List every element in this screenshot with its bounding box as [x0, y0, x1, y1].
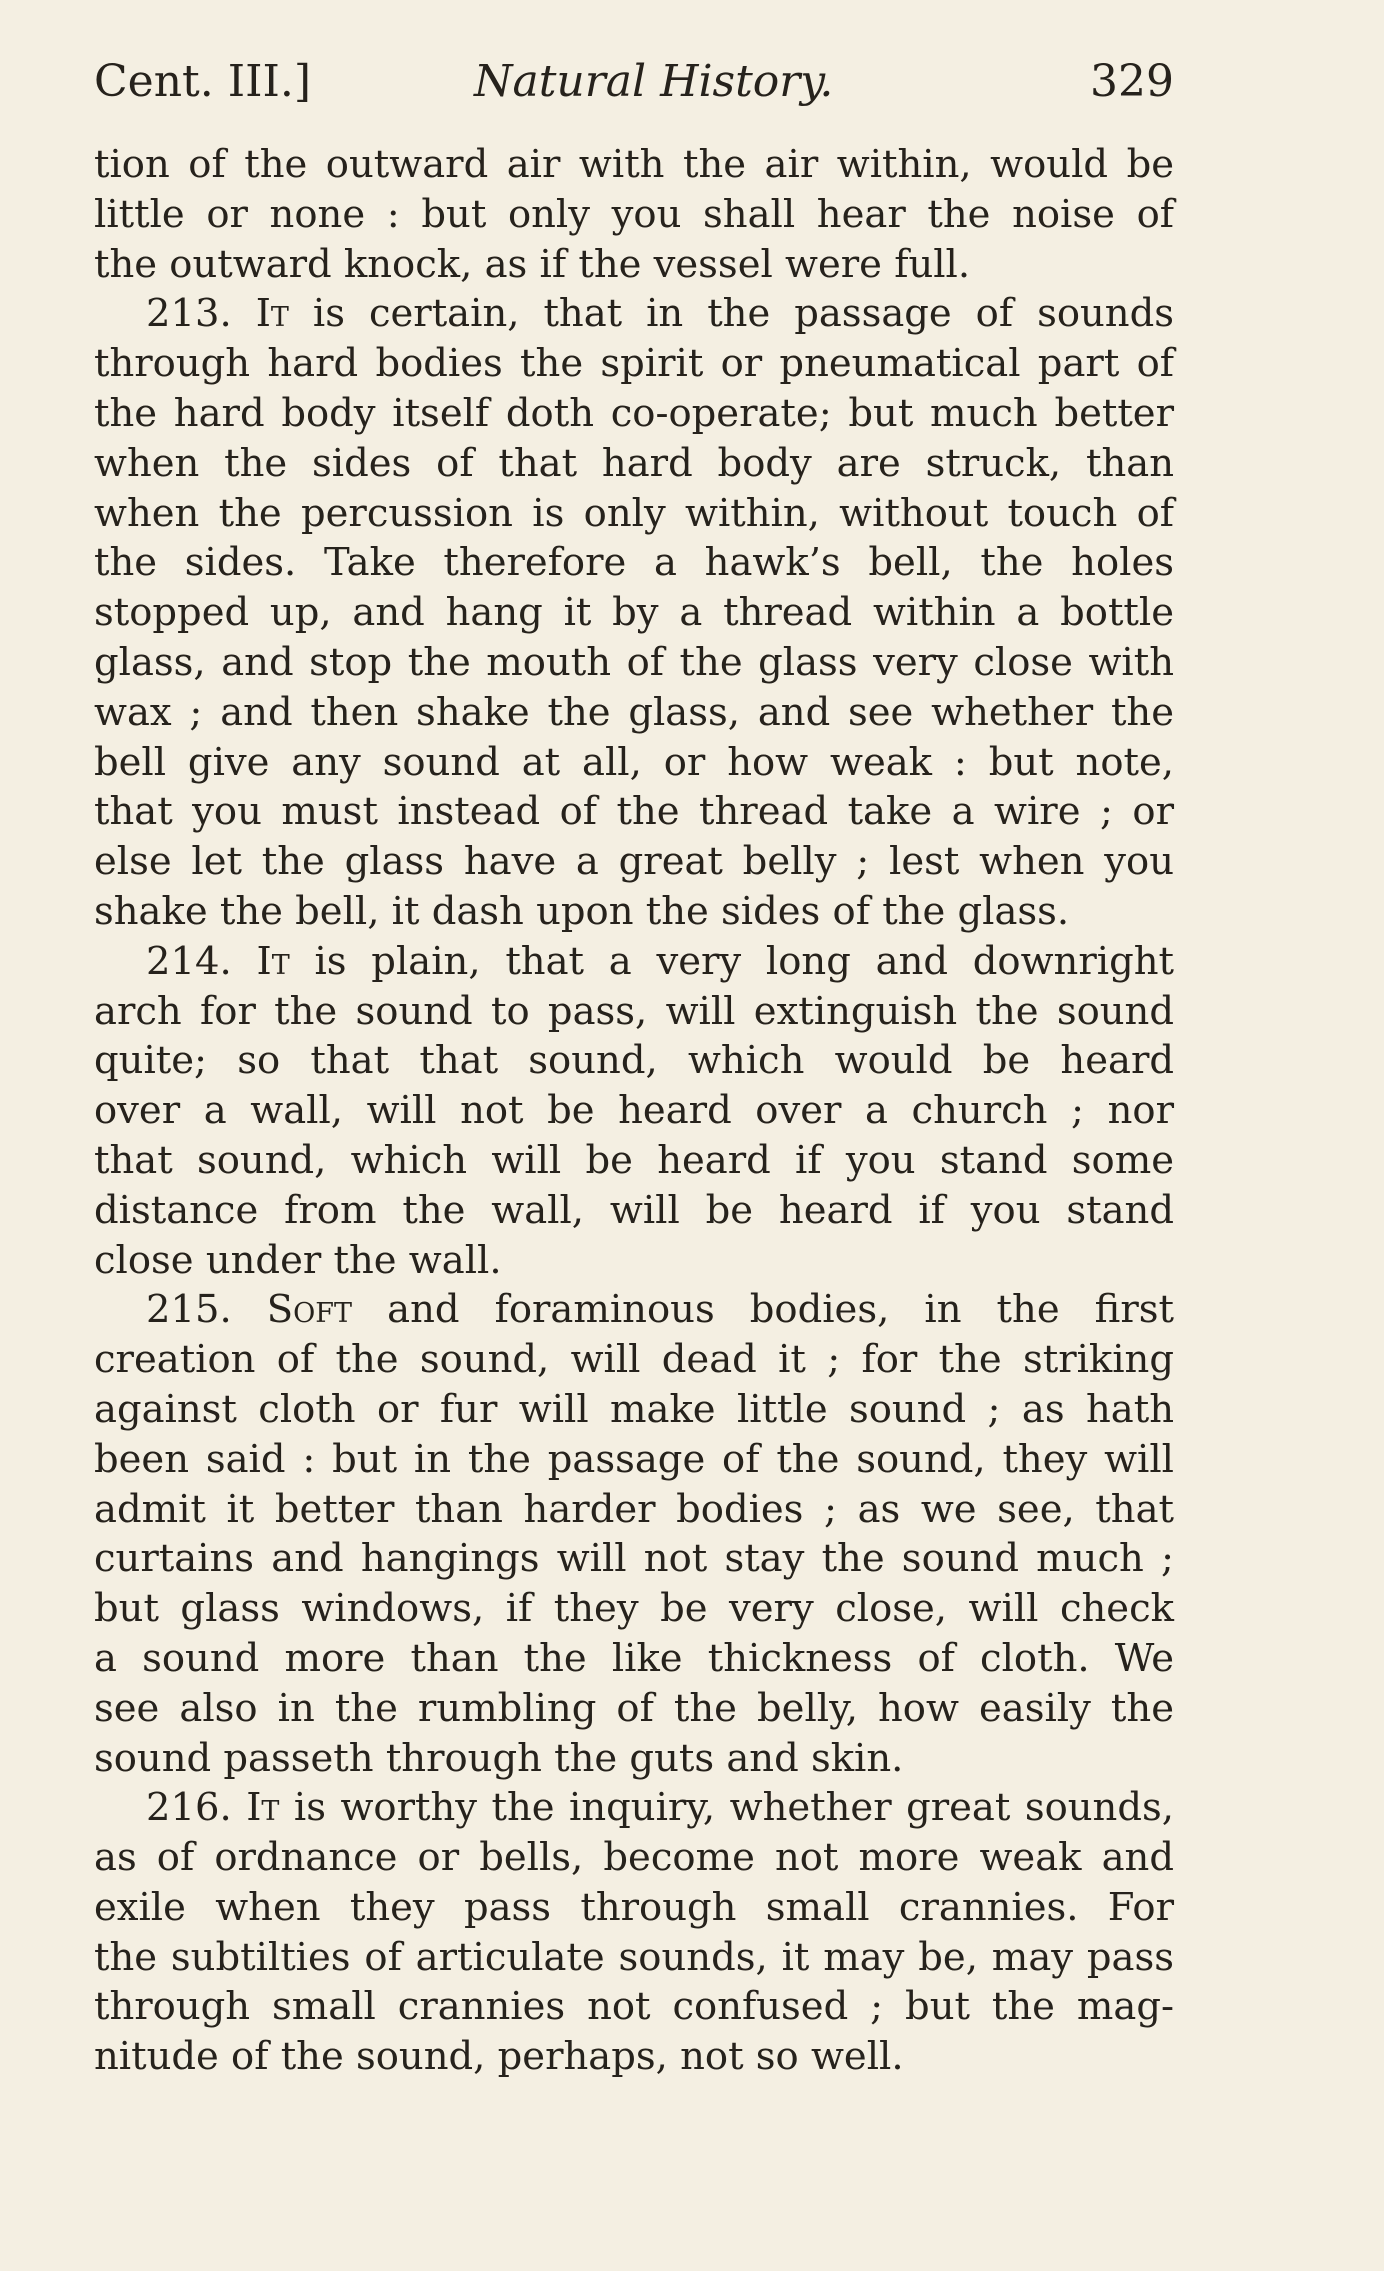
line-text: as of ordnance or bells, become not more weak and	[94, 1835, 1174, 1881]
line-text: that sound, which will be heard if you stand some	[94, 1137, 1174, 1183]
line-text: shake the bell, it dash upon the sides of the glass.	[94, 888, 1070, 934]
line-text: is worthy the inquiry, whether great sounds,	[293, 1785, 1174, 1831]
lead-word: It	[256, 938, 290, 984]
text-line	[94, 638, 1174, 688]
paragraph-number: 216.	[146, 1785, 232, 1831]
line-text: see also in the rumbling of the belly, how easily the	[94, 1685, 1174, 1731]
text-line	[94, 787, 1174, 837]
line-text: tion of the outward air with the air within, would be	[94, 142, 1174, 187]
line-text: arch for the sound to pass, will extinguish the sound	[94, 988, 1174, 1034]
line-text: admit it better than harder bodies ; as we see, that	[94, 1486, 1174, 1532]
line-text: exile when they pass through small crannies. For	[94, 1884, 1174, 1930]
text-line	[94, 2032, 1174, 2082]
text-line	[94, 389, 1174, 439]
text-line	[94, 1086, 1174, 1136]
line-text: glass, and stop the mouth of the glass very close with	[94, 639, 1174, 685]
lead-word: It	[246, 1785, 280, 1831]
line-text: through hard bodies the spirit or pneumatical part of	[94, 341, 1174, 387]
text-line	[94, 738, 1174, 788]
line-text: stopped up, and hang it by a thread within a bottle	[94, 590, 1174, 636]
line-text: but glass windows, if they be very close, will check	[94, 1586, 1174, 1632]
line-text: curtains and hangings will not stay the sound much ;	[94, 1536, 1174, 1582]
line-text: creation of the sound, will dead it ; for the striking	[94, 1337, 1174, 1383]
line-text: the hard body itself doth co-operate; but much better	[94, 390, 1174, 436]
line-text: sound passeth through the guts and skin.	[94, 1735, 904, 1781]
body-text	[94, 140, 1174, 2082]
text-line	[94, 887, 1174, 937]
line-text: close under the wall.	[94, 1237, 502, 1283]
paragraph-start-line	[94, 289, 1174, 339]
line-text: little or none : but only you shall hear the noise of	[94, 191, 1174, 237]
paragraph-number: 215.	[146, 1287, 232, 1333]
line-text: quite; so that that sound, which would be heard	[94, 1038, 1174, 1084]
line-text: over a wall, will not be heard over a church ; nor	[94, 1088, 1174, 1134]
header-title: Natural History.	[474, 56, 834, 107]
paragraph-number: 214.	[146, 938, 232, 984]
text-line	[94, 1684, 1174, 1734]
text-line	[94, 987, 1174, 1037]
line-text: a sound more than the like thickness of cloth. We	[94, 1635, 1174, 1681]
line-text: and foraminous bodies, in the first	[387, 1287, 1174, 1333]
line-text: the sides. Take therefore a hawk’s bell, the holes	[94, 540, 1174, 586]
line-text: the outward knock, as if the vessel were full.	[94, 241, 971, 287]
text-line	[94, 688, 1174, 738]
line-text: else let the glass have a great belly ; lest when you	[94, 839, 1174, 885]
paragraph-number: 213.	[146, 291, 232, 337]
paragraph-start-line	[94, 1783, 1174, 1833]
text-line	[94, 1136, 1174, 1186]
text-line	[94, 1584, 1174, 1634]
text-line	[94, 1485, 1174, 1535]
text-line	[94, 1883, 1174, 1933]
line-text: through small crannies not confused ; but the mag-	[94, 1984, 1174, 2030]
text-line	[94, 439, 1174, 489]
line-text: bell give any sound at all, or how weak : but note,	[94, 739, 1174, 785]
line-text: is certain, that in the passage of sounds	[312, 291, 1175, 337]
text-line	[94, 1036, 1174, 1086]
text-line	[94, 1335, 1174, 1385]
line-text: that you must instead of the thread take a wire ; or	[94, 789, 1174, 835]
text-line	[94, 1933, 1174, 1983]
line-text: been said : but in the passage of the sound, they will	[94, 1436, 1174, 1482]
text-line	[94, 1634, 1174, 1684]
line-text: when the percussion is only within, without touch of	[94, 490, 1174, 536]
header-section: Cent. III.]	[94, 56, 311, 107]
text-line	[94, 538, 1174, 588]
line-text: wax ; and then shake the glass, and see whether the	[94, 689, 1174, 735]
line-text: the subtilties of articulate sounds, it may be, may pass	[94, 1934, 1174, 1980]
text-line	[94, 140, 1174, 190]
line-text: against cloth or fur will make little sound ; as hath	[94, 1386, 1174, 1432]
text-line	[94, 1435, 1174, 1485]
text-line	[94, 1833, 1174, 1883]
paragraph-start-line	[94, 937, 1174, 987]
line-text: is plain, that a very long and downright	[314, 938, 1174, 984]
lead-word: Soft	[266, 1287, 353, 1333]
lead-word: It	[255, 291, 289, 337]
line-text: when the sides of that hard body are struck, than	[94, 440, 1174, 486]
text-line	[94, 1385, 1174, 1435]
text-line	[94, 240, 1174, 290]
page-number: 329	[1090, 56, 1174, 107]
text-line	[94, 489, 1174, 539]
text-line	[94, 588, 1174, 638]
running-header	[94, 42, 1174, 122]
text-line	[94, 1186, 1174, 1236]
text-line	[94, 339, 1174, 389]
text-line	[94, 1236, 1174, 1286]
line-text: nitude of the sound, perhaps, not so well.	[94, 2034, 904, 2080]
line-text: distance from the wall, will be heard if you stand	[94, 1187, 1174, 1233]
text-line	[94, 1734, 1174, 1784]
paragraph-start-line	[94, 1285, 1174, 1335]
text-line	[94, 1534, 1174, 1584]
text-line	[94, 190, 1174, 240]
text-line	[94, 1982, 1174, 2032]
text-line	[94, 837, 1174, 887]
